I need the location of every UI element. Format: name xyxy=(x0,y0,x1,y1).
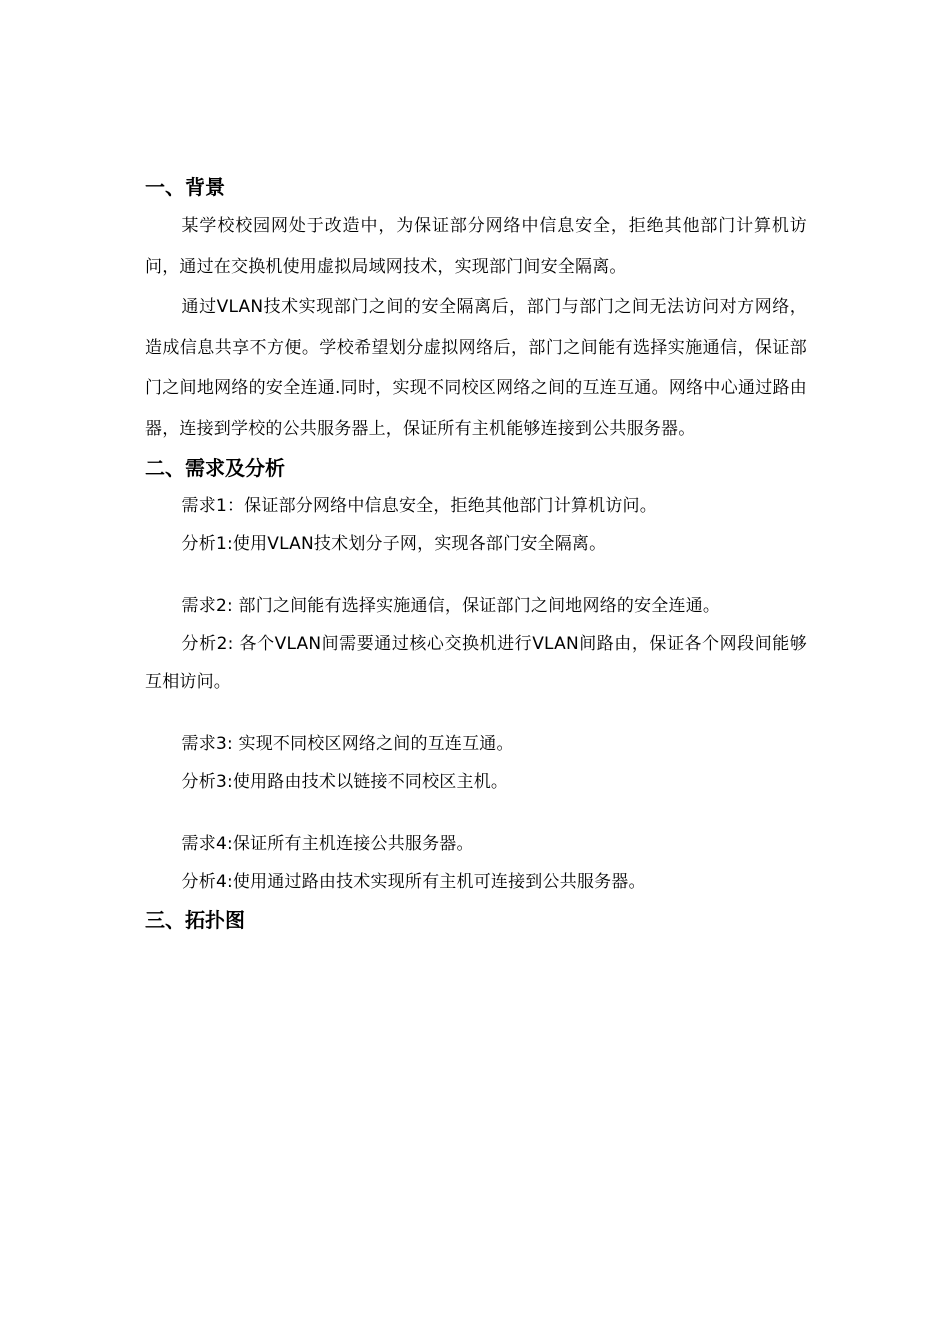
section-heading-requirements: 二、需求及分析 xyxy=(145,456,285,480)
requirement-4: 需求4:保证所有主机连接公共服务器。 xyxy=(181,834,474,854)
requirement-3: 需求3: 实现不同校区网络之间的互连互通。 xyxy=(181,734,514,754)
spacer xyxy=(145,801,807,825)
analysis-2: 分析2: 各个VLAN间需要通过核心交换机进行VLAN间路由，保证各个网段间能够互相访问。 xyxy=(145,634,807,692)
requirement-1: 需求1：保证部分网络中信息安全，拒绝其他部门计算机访问。 xyxy=(181,496,657,516)
document-body xyxy=(145,168,807,939)
analysis-3: 分析3:使用路由技术以链接不同校区主机。 xyxy=(181,772,509,792)
analysis-4: 分析4:使用通过路由技术实现所有主机可连接到公共服务器。 xyxy=(181,872,646,892)
spacer xyxy=(145,701,807,725)
spacer xyxy=(145,563,807,587)
background-paragraph-1: 某学校校园网处于改造中，为保证部分网络中信息安全，拒绝其他部门计算机访问，通过在交换机使用虚拟局域网技术，实现部门间安全隔离。 xyxy=(145,216,807,277)
background-paragraph-2: 通过VLAN技术实现部门之间的安全隔离后，部门与部门之间无法访问对方网络，造成信息共享不方便。学校希望划分虚拟网络后，部门之间能有选择实施通信，保证部门之间地网络的安全连通.同时，实现不同校区网络之间的互连互通。网络中心通过路由器，连接到学校的公共服务器上，保证所有主机能够连接到公共服务器。 xyxy=(145,297,807,439)
section-heading-topology: 三、拓扑图 xyxy=(145,908,245,932)
requirement-2: 需求2: 部门之间能有选择实施通信，保证部门之间地网络的安全连通。 xyxy=(181,596,721,616)
section-heading-background: 一、背景 xyxy=(145,175,225,199)
analysis-1: 分析1:使用VLAN技术划分子网，实现各部门安全隔离。 xyxy=(181,534,607,554)
